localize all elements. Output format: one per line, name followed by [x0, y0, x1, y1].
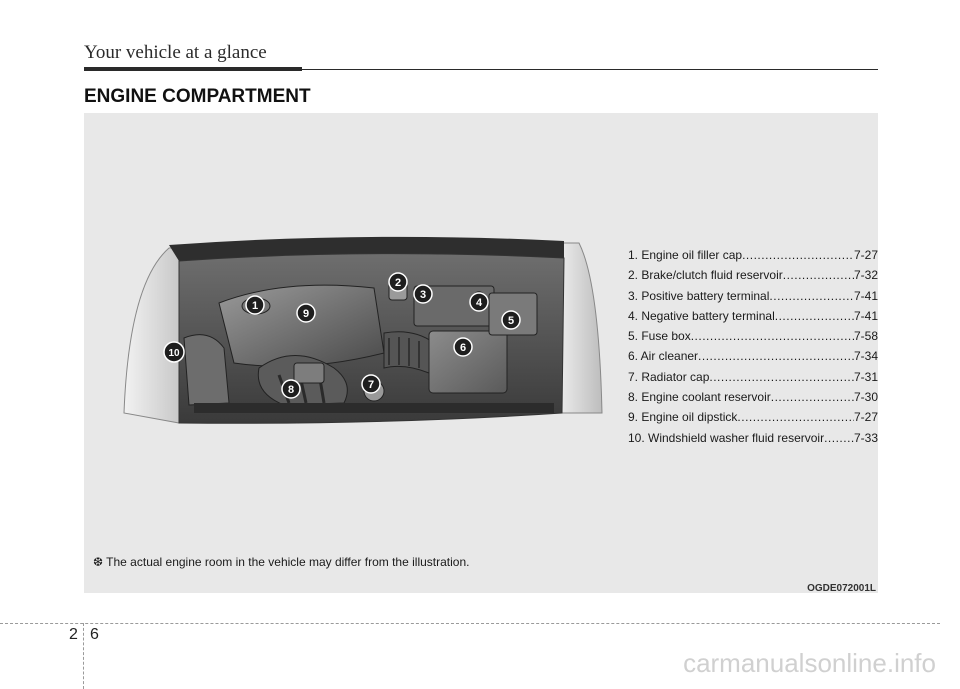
callout-7: [362, 375, 380, 393]
legend-item-page: 7-27: [853, 248, 878, 262]
callout-10: [164, 342, 184, 362]
legend-item-label: 6. Air cleaner: [628, 349, 699, 364]
dot-leader: [691, 326, 854, 346]
callout-2: [389, 273, 407, 291]
legend-item: [628, 286, 878, 306]
svg-text:2: 2: [394, 277, 402, 289]
dot-leader: [769, 286, 854, 306]
svg-text:10: 10: [168, 348, 180, 359]
callout-1: [246, 296, 264, 314]
dot-leader: [775, 306, 854, 326]
callout-6: [454, 338, 472, 356]
legend-item-page: 7-41: [853, 308, 878, 323]
section-title: ENGINE COMPARTMENT: [84, 86, 311, 107]
legend-item-page: 7-31: [853, 369, 878, 384]
footer-divider: [83, 623, 84, 689]
svg-text:1: 1: [251, 300, 259, 312]
callout-8: [282, 380, 300, 398]
callout-4: [470, 293, 488, 311]
dot-leader: [709, 367, 854, 387]
svg-text:8: 8: [287, 384, 295, 396]
figure-image-code: OGDE072001L: [807, 583, 876, 594]
dot-leader: [771, 387, 854, 407]
legend-item-page: 7-30: [853, 390, 878, 405]
legend-item-label: 7. Radiator cap: [628, 369, 710, 384]
svg-text:6: 6: [459, 342, 467, 354]
legend-item-label: 9. Engine oil dipstick: [628, 410, 738, 425]
svg-text:7: 7: [367, 379, 375, 391]
dot-leader: [824, 428, 854, 448]
legend-item-label: 8. Engine coolant reservoir: [628, 390, 771, 405]
page-number: 6: [90, 626, 99, 643]
legend-item: [628, 387, 878, 407]
coolant-reservoir-body: [294, 363, 324, 383]
washer-reservoir: [184, 335, 229, 405]
legend-item-page: 7-58: [853, 329, 878, 344]
legend-item: [628, 326, 878, 346]
legend-item-page: 7-27: [853, 410, 878, 425]
legend-item-page: 7-33: [853, 430, 878, 445]
legend-item: [628, 367, 878, 387]
radiator-support: [194, 403, 554, 413]
legend-item: [628, 265, 878, 285]
engine-cover: [219, 285, 384, 366]
callout-5: [502, 311, 520, 329]
figure-footnote: ❆ The actual engine room in the vehicle may differ from the illustration.: [93, 555, 470, 569]
legend-item-label: 4. Negative battery terminal: [628, 308, 775, 323]
dot-leader: [783, 265, 854, 285]
svg-text:9: 9: [302, 308, 310, 320]
legend-item-page: 7-41: [853, 288, 878, 303]
svg-text:4: 4: [475, 297, 483, 309]
section-number: 2: [69, 626, 78, 643]
svg-text:5: 5: [507, 315, 515, 327]
legend-item-label: 1. Engine oil filler cap: [628, 248, 743, 262]
running-header-title: Your vehicle at a glance: [84, 42, 267, 63]
watermark: carmanualsonline.info: [683, 648, 936, 678]
legend-item-label: 5. Fuse box: [628, 329, 691, 344]
legend-item: [628, 346, 878, 366]
callout-3: [414, 285, 432, 303]
legend-item: [628, 245, 878, 265]
svg-text:3: 3: [419, 289, 427, 301]
dot-leader: [698, 346, 854, 366]
legend-item-label: 3. Positive battery terminal: [628, 288, 770, 303]
legend-item-label: 10. Windshield washer fluid reservoir: [628, 430, 825, 445]
header-rule-thin: [302, 69, 878, 70]
legend-item: [628, 407, 878, 427]
component-legend: [628, 245, 878, 448]
footer-rule: [0, 623, 940, 624]
legend-item: [628, 306, 878, 326]
legend-item-page: 7-34: [853, 349, 878, 364]
dot-leader: [737, 407, 854, 427]
legend-item-page: 7-32: [853, 268, 878, 283]
dot-leader: [742, 245, 854, 265]
legend-item-label: 2. Brake/clutch fluid reservoir: [628, 268, 783, 283]
callout-9: [297, 304, 315, 322]
header-rule-thick: [84, 67, 302, 71]
legend-item: [628, 428, 878, 448]
